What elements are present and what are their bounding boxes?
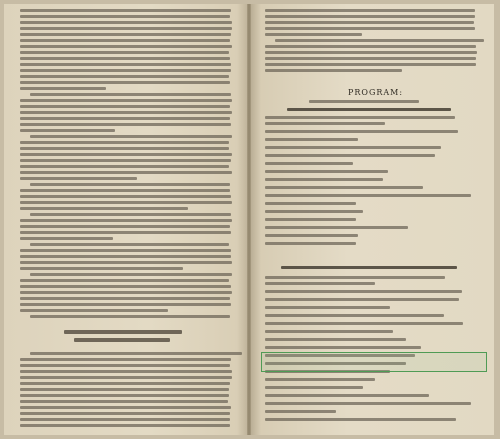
text-line [74, 338, 170, 342]
left-page [4, 4, 248, 435]
highlighted-program-item [261, 352, 487, 372]
text-line [265, 242, 356, 245]
text-line [30, 352, 242, 355]
text-line [20, 424, 230, 427]
text-line [20, 400, 228, 403]
text-line [64, 330, 182, 334]
text-line [30, 315, 230, 318]
text-line [20, 406, 231, 409]
text-line [20, 285, 231, 288]
text-line [265, 218, 356, 221]
text-line [20, 382, 230, 385]
text-line [265, 186, 423, 189]
text-line [265, 63, 476, 66]
text-line [20, 201, 232, 204]
text-line [265, 314, 444, 317]
text-line [30, 243, 229, 246]
text-line [265, 306, 390, 309]
text-line [265, 410, 336, 413]
text-line [275, 39, 484, 42]
text-line [20, 63, 231, 66]
text-line [20, 9, 231, 12]
text-line [20, 297, 230, 300]
text-line [20, 117, 230, 120]
text-line [265, 394, 429, 397]
text-line [20, 364, 230, 367]
text-line [20, 249, 231, 252]
text-line [30, 213, 231, 216]
text-line [30, 135, 232, 138]
text-line [20, 309, 168, 312]
text-line [20, 27, 232, 30]
text-line [20, 303, 231, 306]
text-line [20, 129, 115, 132]
text-line [20, 75, 229, 78]
text-line [20, 105, 230, 108]
text-line [265, 9, 475, 12]
text-line [20, 189, 230, 192]
text-line [265, 386, 363, 389]
text-line [20, 267, 183, 270]
text-line [265, 170, 388, 173]
text-line [20, 195, 231, 198]
text-line [20, 291, 232, 294]
text-line [20, 81, 230, 84]
text-line [20, 153, 232, 156]
text-line [20, 69, 231, 72]
text-line [265, 146, 441, 149]
text-line [20, 255, 231, 258]
text-line [20, 171, 232, 174]
text-line [20, 177, 137, 180]
right-page-fold-shadow [251, 4, 261, 435]
left-page-fold-shadow [237, 4, 247, 435]
right-page [251, 4, 494, 435]
text-line [265, 202, 356, 205]
text-line [265, 226, 408, 229]
text-line [265, 116, 455, 119]
text-line [20, 261, 232, 264]
text-line [20, 418, 230, 421]
text-line [20, 21, 232, 24]
text-line [265, 346, 421, 349]
text-line [265, 122, 385, 125]
text-line [265, 21, 474, 24]
text-line [20, 388, 229, 391]
text-line [265, 57, 476, 60]
text-line [265, 138, 358, 141]
program-heading: PROGRAM: [348, 88, 404, 97]
text-line [20, 225, 230, 228]
text-line [265, 298, 459, 301]
text-line [265, 234, 358, 237]
text-line [20, 219, 232, 222]
text-line [20, 237, 113, 240]
text-line [20, 33, 231, 36]
text-line [20, 376, 232, 379]
text-line [20, 87, 106, 90]
text-line [20, 141, 229, 144]
text-line [265, 330, 393, 333]
text-line [265, 162, 353, 165]
text-line [20, 111, 232, 114]
text-line [309, 100, 419, 103]
text-line [20, 231, 231, 234]
text-line [281, 266, 457, 269]
text-line [265, 51, 477, 54]
text-line [20, 159, 231, 162]
text-line [265, 154, 435, 157]
text-line [30, 273, 232, 276]
text-line [20, 147, 229, 150]
text-line [20, 412, 230, 415]
text-line [265, 290, 462, 293]
text-line [265, 178, 383, 181]
text-line [265, 15, 475, 18]
text-line [20, 394, 229, 397]
text-line [20, 99, 232, 102]
text-line [20, 51, 229, 54]
text-line [265, 130, 458, 133]
text-line [20, 57, 230, 60]
text-line [265, 402, 471, 405]
text-line [20, 279, 229, 282]
text-line [265, 338, 406, 341]
text-line [30, 93, 231, 96]
text-line [265, 210, 363, 213]
text-line [20, 370, 232, 373]
text-line [265, 69, 402, 72]
text-line [265, 276, 445, 279]
text-line [20, 123, 231, 126]
text-line [30, 183, 230, 186]
text-line [20, 165, 229, 168]
text-line [265, 194, 471, 197]
text-line [265, 322, 463, 325]
text-line [265, 27, 475, 30]
text-line [265, 378, 375, 381]
text-line [265, 418, 456, 421]
text-line [20, 45, 232, 48]
text-line [265, 45, 476, 48]
text-line [265, 282, 375, 285]
text-line [20, 358, 231, 361]
text-line [287, 108, 451, 111]
text-line [265, 33, 362, 36]
text-line [20, 39, 230, 42]
text-line [20, 207, 188, 210]
text-line [20, 15, 230, 18]
